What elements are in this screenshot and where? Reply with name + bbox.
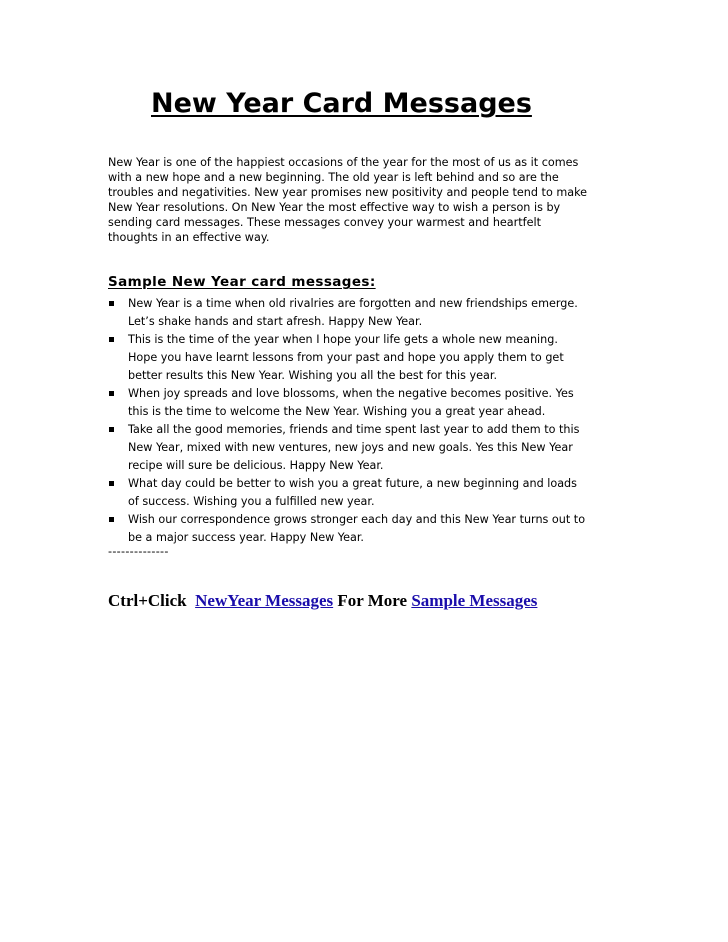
ctrl-click-line: [108, 590, 626, 612]
intro-paragraph: [108, 155, 626, 245]
square-bullet-icon: [109, 301, 114, 306]
list-item-line: be a major success year. Happy New Year.: [128, 531, 364, 544]
intro-line: sending card messages. These messages convey your warmest and heartfelt: [108, 216, 541, 229]
list-item-line: When joy spreads and love blossoms, when the negative becomes positive. Yes: [128, 387, 574, 400]
for-more-text: For More: [337, 591, 408, 610]
list-item-line: What day could be better to wish you a great future, a new beginning and loads: [128, 477, 577, 490]
square-bullet-icon: [109, 391, 114, 396]
ctrl-click-prefix: Ctrl+Click: [108, 591, 187, 610]
list-item: [108, 421, 626, 475]
intro-line: New Year resolutions. On New Year the most effective way to wish a person is by: [108, 201, 561, 214]
list-item-line: Let’s shake hands and start afresh. Happy New Year.: [128, 315, 423, 328]
page-title: New Year Card Messages: [151, 88, 532, 119]
list-item-line: better results this New Year. Wishing you all the best for this year.: [128, 369, 498, 382]
intro-line: troubles and negativities. New year promises new positivity and people tend to make: [108, 186, 588, 199]
document-page: [108, 82, 626, 612]
square-bullet-icon: [109, 337, 114, 342]
list-item-line: This is the time of the year when I hope your life gets a whole new meaning.: [128, 333, 558, 346]
intro-line: New Year is one of the happiest occasions of the year for the most of us as it comes: [108, 156, 579, 169]
square-bullet-icon: [109, 427, 114, 432]
message-list: [108, 295, 626, 547]
sample-messages-link[interactable]: Sample Messages: [411, 591, 538, 610]
list-item-line: Hope you have learnt lessons from your past and hope you apply them to get: [128, 351, 564, 364]
newyear-messages-link[interactable]: NewYear Messages: [195, 591, 334, 610]
list-item: [108, 385, 626, 421]
square-bullet-icon: [109, 481, 114, 486]
list-item-line: New Year is a time when old rivalries are forgotten and new friendships emerge.: [128, 297, 578, 310]
square-bullet-icon: [109, 517, 114, 522]
list-item-line: of success. Wishing you a fulfilled new year.: [128, 495, 375, 508]
divider-dashes: --------------: [108, 545, 169, 558]
list-item: [108, 475, 626, 511]
intro-line: with a new hope and a new beginning. The old year is left behind and so are the: [108, 171, 559, 184]
list-item-line: Wish our correspondence grows stronger each day and this New Year turns out to: [128, 513, 586, 526]
list-item-line: New Year, mixed with new ventures, new joys and new goals. Yes this New Year: [128, 441, 573, 454]
intro-line: thoughts in an effective way.: [108, 231, 270, 244]
list-item: [108, 331, 626, 385]
list-item-line: recipe will sure be delicious. Happy New Year.: [128, 459, 384, 472]
list-item: [108, 295, 626, 331]
list-item-line: Take all the good memories, friends and time spent last year to add them to this: [128, 423, 580, 436]
section-heading: Sample New Year card messages:: [108, 274, 376, 290]
list-item: [108, 511, 626, 547]
list-item-line: this is the time to welcome the New Year. Wishing you a great year ahead.: [128, 405, 546, 418]
